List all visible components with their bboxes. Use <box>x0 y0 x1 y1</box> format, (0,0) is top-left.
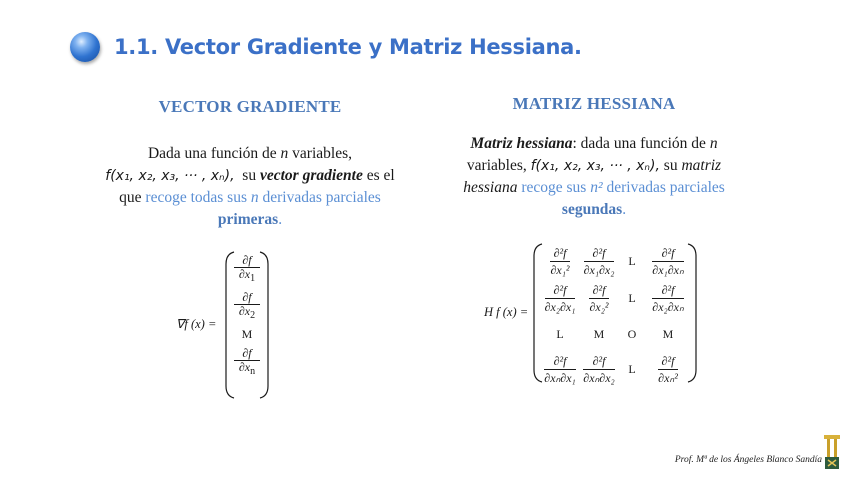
text-es-el: es el <box>366 167 395 184</box>
gradient-entries <box>234 254 260 378</box>
text-su: su <box>242 167 257 184</box>
text-derivadas: derivadas parciales <box>606 179 725 196</box>
text-recoge: recoge todas sus <box>145 189 247 206</box>
text-variables: variables, <box>292 145 352 162</box>
hessian-cell-1-3: L <box>628 254 636 268</box>
hessian-cell-4-3: L <box>628 362 636 376</box>
text-hessiana: hessiana <box>463 179 518 196</box>
text-dada: Dada una función de <box>147 145 277 162</box>
gradient-brackets <box>176 250 286 400</box>
hessian-cell-4-4: $\frac{\text{∂²f}}{\text{∂xₙ²}}$ <box>658 354 678 385</box>
hessian-cell-2-1: $\frac{\text{∂²f}}{\text{∂x₂∂x₁}}$ <box>544 283 576 314</box>
hessian-cell-1-2: $\frac{\text{∂²f}}{\text{∂x₁∂x₂}}$ <box>583 246 615 277</box>
hessian-cell-3-1: L <box>556 326 564 341</box>
text-n: n <box>280 145 289 162</box>
hessian-cell-4-2: $\frac{\text{∂²f}}{\text{∂xₙ∂x₂}}$ <box>583 354 615 385</box>
hessian-cell-4-1: $\frac{\text{∂²f}}{\text{∂xₙ∂x₁}}$ <box>544 354 576 385</box>
gradient-entry-1: ∂f $\partial x_1$ <box>234 254 260 285</box>
text-derivadas: derivadas parciales <box>262 189 381 206</box>
text-variables: variables, <box>466 157 527 174</box>
text-su: su <box>663 157 678 174</box>
hessian-lhs: H f (x) = <box>484 305 529 319</box>
hessian-cell-2-2: $\frac{\text{∂²f}}{\text{∂x₂²}}$ <box>589 283 609 314</box>
hessian-cell-1-4: $\frac{\text{∂²f}}{\text{∂x₁∂xₙ}}$ <box>652 246 684 277</box>
text-n: n <box>709 135 718 152</box>
page-title: 1.1. Vector Gradiente y Matriz Hessiana. <box>114 35 582 59</box>
text-segundas: segundas <box>561 201 623 218</box>
text-n2: n <box>250 189 259 206</box>
gradient-entry-n: ∂f $\partial x_n$ <box>234 347 260 378</box>
hessian-cell-3-4: M <box>662 326 674 341</box>
hessian-cell-3-2: M <box>593 326 605 341</box>
hessian-description <box>436 133 752 221</box>
heading-vector-gradiente: VECTOR GRADIENTE <box>158 97 342 116</box>
text-vector-gradiente: vector gradiente <box>259 167 363 184</box>
university-logo-icon <box>824 435 840 469</box>
slide-title <box>70 28 582 66</box>
text-dot: . <box>622 201 627 218</box>
text-primeras: primeras <box>217 211 279 228</box>
gradient-entry-2: ∂f $\partial x_2$ <box>234 291 260 322</box>
text-matriz-hessiana: Matriz hessiana <box>470 135 573 152</box>
hessian-cell-3-3: O <box>627 326 637 341</box>
gradient-description <box>92 143 408 231</box>
heading-matriz-hessiana: MATRIZ HESSIANA <box>512 94 676 113</box>
bullet-orb-icon <box>70 32 100 62</box>
hessian-cell-2-3: L <box>628 291 636 305</box>
hessian-cell-1-1: $\frac{\text{∂²f}}{\text{∂x₁²}}$ <box>550 246 570 277</box>
text-que: que <box>119 189 142 206</box>
text-matriz: matriz <box>681 157 722 174</box>
gradient-lhs: ∇f (x) = <box>176 317 217 331</box>
gradient-vector <box>176 250 286 400</box>
text-dada: : dada una función de <box>572 135 706 152</box>
text-dot: . <box>278 211 283 228</box>
gradient-entry-dots: M <box>241 327 253 341</box>
function-expression: f(x₁, x₂, x₃, ··· , xₙ), <box>530 158 660 174</box>
text-n-squared: n² <box>590 179 603 196</box>
hessian-grid <box>540 246 692 385</box>
hessian-cell-2-4: $\frac{\text{∂²f}}{\text{∂x₂∂xₙ}}$ <box>652 283 684 314</box>
text-recoge: recoge sus <box>521 179 587 196</box>
function-expression: f(x₁, x₂, x₃, ··· , xₙ), <box>105 168 235 184</box>
footer-author: Prof. Mª de los Ángeles Blanco Sandía <box>674 455 822 465</box>
hessian-matrix <box>484 242 704 384</box>
